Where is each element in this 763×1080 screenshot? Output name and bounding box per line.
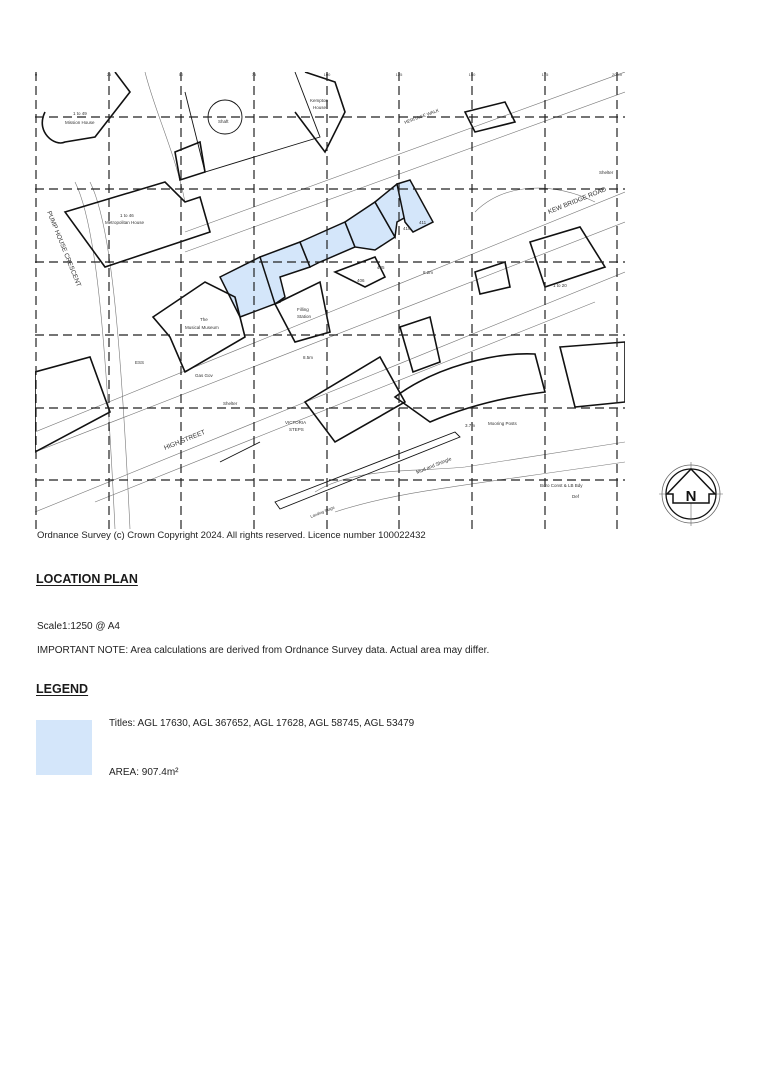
street-label: PUMP HOUSE CRESCENT (45, 210, 83, 288)
scale-tick-label: 0 (34, 72, 38, 77)
street-label: HERITAGE WALK (403, 107, 440, 125)
map-label: Shaft (218, 119, 229, 124)
legend-area: AREA: 907.4m² (109, 767, 179, 778)
legend-titles: Titles: AGL 17630, AGL 367652, AGL 17628, AGL 58745, AGL 53479 (109, 718, 415, 729)
map-label: 1 to 49 (73, 111, 87, 116)
map-label: Mooring Posts (488, 421, 517, 426)
map-label: Shelter (599, 170, 614, 175)
map-label: 411 (419, 220, 427, 225)
map-label: 1 to 46 (120, 213, 134, 218)
street-label: KEW BRIDGE ROAD (547, 186, 608, 216)
map-label: Mud and Shingle (415, 456, 453, 476)
map-label: Station (297, 314, 312, 319)
spot-height: 3.7m (465, 423, 476, 428)
north-label: N (685, 488, 697, 505)
scale-tick-label: 100 (323, 72, 331, 77)
map-label: Kempton (310, 98, 329, 103)
map-label: Mission House (65, 120, 95, 125)
location-plan-title: LOCATION PLAN (36, 572, 138, 586)
map-label: VICTORIA (285, 420, 307, 425)
map-label: 406 (357, 278, 365, 283)
scale-tick-label: 125 (395, 72, 403, 77)
scale-tick-label: 175 (541, 72, 549, 77)
map-label: Filling (297, 307, 309, 312)
north-arrow-icon (657, 460, 725, 528)
scale-text: Scale1:1250 @ A4 (37, 621, 120, 632)
map-label: Boro Const & LB Bdy (540, 483, 583, 488)
map-label: ESS (135, 360, 145, 365)
copyright-notice: Ordnance Survey (c) Crown Copyright 2024. All rights reserved. Licence number 100022432 (37, 530, 426, 541)
legend-swatch (36, 720, 92, 775)
map-label: Gas Gov (195, 373, 213, 378)
scale-tick-label: 50 (178, 72, 184, 77)
map-label: Musical Museum (185, 325, 219, 330)
map-label: Metropolitan House (105, 220, 145, 225)
street-label: HIGH STREET (163, 428, 207, 452)
map-label: Shelter (223, 401, 238, 406)
map-label: Def (572, 494, 580, 499)
important-note: IMPORTANT NOTE: Area calculations are derived from Ordnance Survey data. Actual area may differ. (37, 645, 490, 656)
map-label: 410 (403, 226, 411, 231)
map-label: 405 (377, 265, 385, 270)
spot-height: 8.5m (303, 355, 314, 360)
map-label: STEPS (289, 427, 304, 432)
scale-tick-label: 75 (251, 72, 257, 77)
location-map (35, 72, 625, 529)
scale-tick-label: 25 (106, 72, 112, 77)
map-label: 1 to 20 (553, 283, 567, 288)
spot-height: 8.2m (423, 270, 434, 275)
scale-tick-label: 150 (468, 72, 476, 77)
legend-title: LEGEND (36, 682, 89, 696)
map-label: House (313, 105, 327, 110)
scale-tick-label: 200m (611, 72, 623, 77)
map-label: The (200, 317, 208, 322)
map-label: Landing Stage (309, 504, 336, 519)
